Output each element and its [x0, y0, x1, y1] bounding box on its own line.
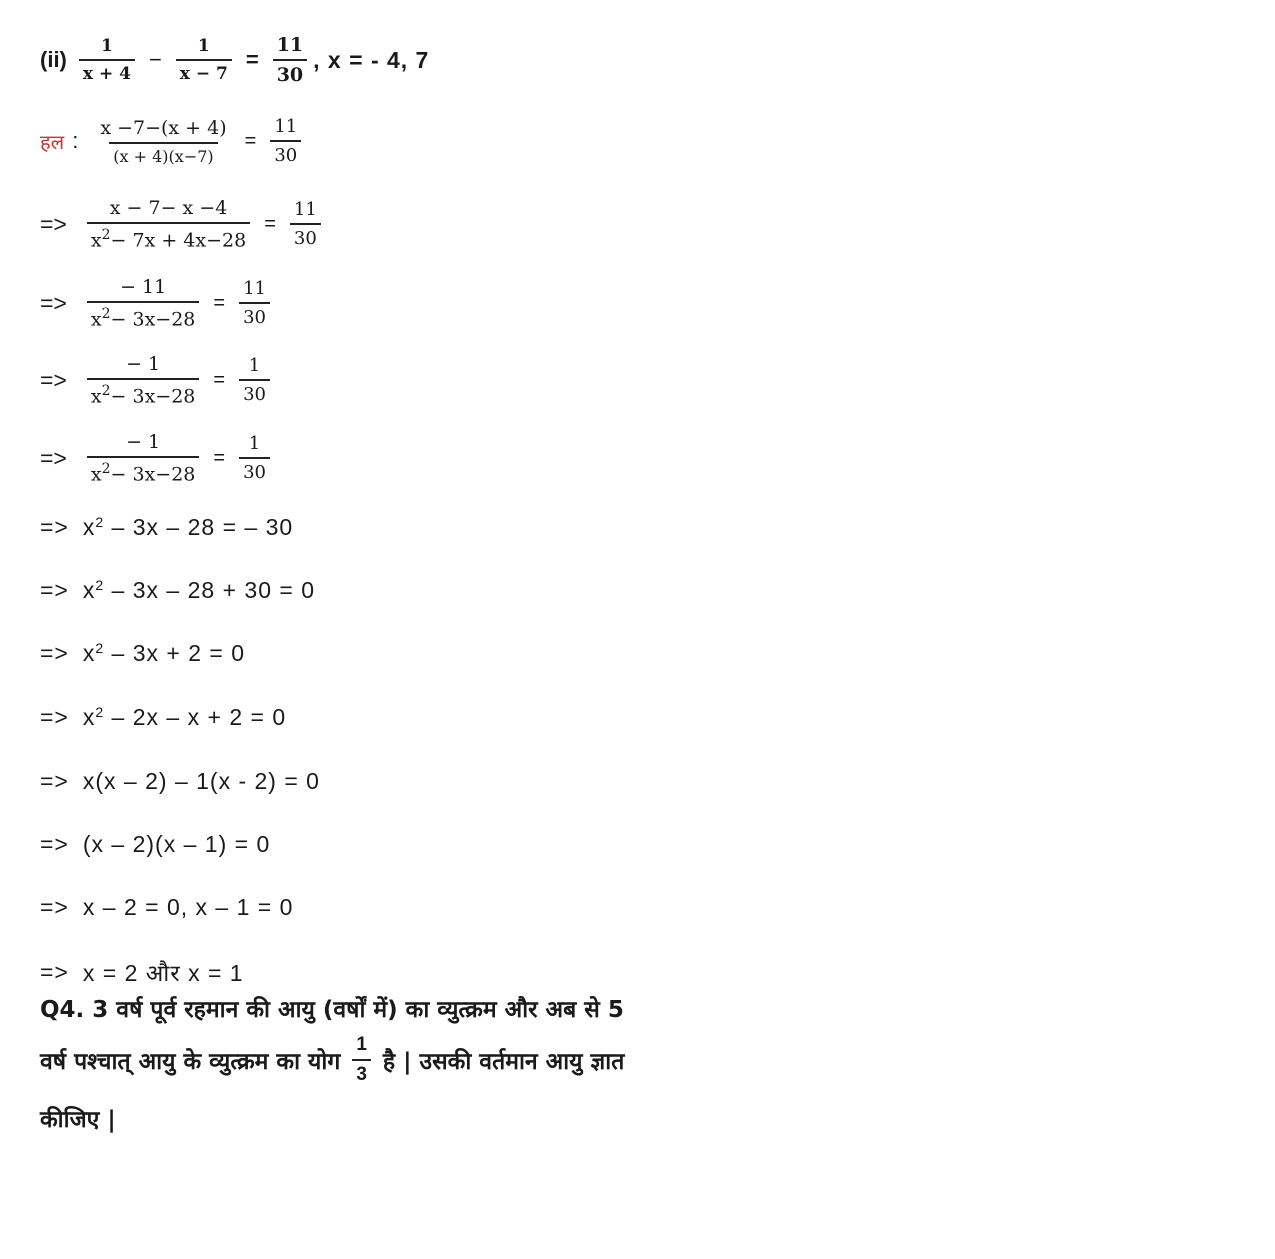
solution-step-9: => x $^2$ – 2x – x + 2 = 0 [40, 704, 287, 730]
solution-step-5: => $\frac{- 1}{x^2- 3x-28}$ = $\frac{1}{30}$ [40, 431, 276, 485]
solution-step-8: => x $^2$ – 3x + 2 = 0 [40, 640, 246, 666]
step-5-rhs: $\frac{1}{30}$ [239, 433, 270, 483]
solution-step-4: => $\frac{- 1}{x^2- 3x-28}$ = $\frac{1}{30}$ [40, 353, 276, 407]
part-label: (ii) [40, 47, 67, 72]
solution-step-10: => x(x – 2) – 1(x - 2) = 0 [40, 768, 320, 794]
solution-step-13: => x = 2 और x = 1 [40, 958, 244, 986]
solution-step-11: => (x – 2)(x – 1) = 0 [40, 831, 271, 857]
step-4-rhs: $\frac{1}{30}$ [239, 355, 270, 405]
question-4-line-3: कीजिए | [40, 1107, 116, 1133]
solution-step-3: => $\frac{- 11}{x^2- 3x-28}$ = $\frac{11}{30}$ [40, 276, 276, 330]
solution-step-6: => x $^2$ – 3x – 28 = – 30 [40, 514, 294, 540]
q4-fraction: $\frac{1}{3}$ [352, 1034, 371, 1086]
question-4-line-1: Q4. 3 वर्ष पूर्व रहमान की आयु (वर्षों में) का व्युत्क्रम और अब से 5 [40, 997, 624, 1023]
step-5-lhs: $\frac{- 1}{x^2- 3x-28}$ [87, 431, 200, 485]
solution-step-7: => x $^2$ – 3x – 28 + 30 = 0 [40, 577, 315, 603]
question-4-line-2: वर्ष पश्चात् आयु के व्युत्क्रम का योग $\frac{1}{3}$ है | उसकी वर्तमान आयु ज्ञात [40, 1034, 625, 1085]
fraction-2: $\frac{1}{x - 7}$ [176, 36, 232, 84]
solution-step-1: हल : $\frac{x -7-(x + 4)}{(x + 4)(x-7)}$ = $\frac{11}{30}$ [40, 116, 307, 166]
fraction-3: $\frac{11}{30}$ [273, 34, 307, 86]
solution-step-2: => $\frac{x - 7- x -4}{x^2- 7x + 4x-28}$ = $\frac{11}{30}$ [40, 197, 327, 251]
solution-label: हल [40, 129, 65, 154]
problem-statement: (ii) $\frac{1}{x + 4}$ − $\frac{1}{x - 7}$ = $\frac{11}{30}$ , x = - 4, 7 [40, 34, 430, 86]
step-3-lhs: $\frac{- 11}{x^2- 3x-28}$ [87, 276, 200, 330]
fraction-1: $\frac{1}{x + 4}$ [79, 36, 135, 84]
step-4-lhs: $\frac{- 1}{x^2- 3x-28}$ [87, 353, 200, 407]
step-2-lhs: $\frac{x - 7- x -4}{x^2- 7x + 4x-28}$ [87, 197, 250, 251]
step-1-lhs: $\frac{x -7-(x + 4)}{(x + 4)(x-7)}$ [100, 116, 227, 166]
given-roots: , x = - 4, 7 [313, 46, 430, 73]
solution-step-12: => x – 2 = 0, x – 1 = 0 [40, 894, 294, 920]
step-3-rhs: $\frac{11}{30}$ [239, 278, 270, 328]
step-1-rhs: $\frac{11}{30}$ [270, 116, 301, 166]
step-2-rhs: $\frac{11}{30}$ [290, 199, 321, 249]
